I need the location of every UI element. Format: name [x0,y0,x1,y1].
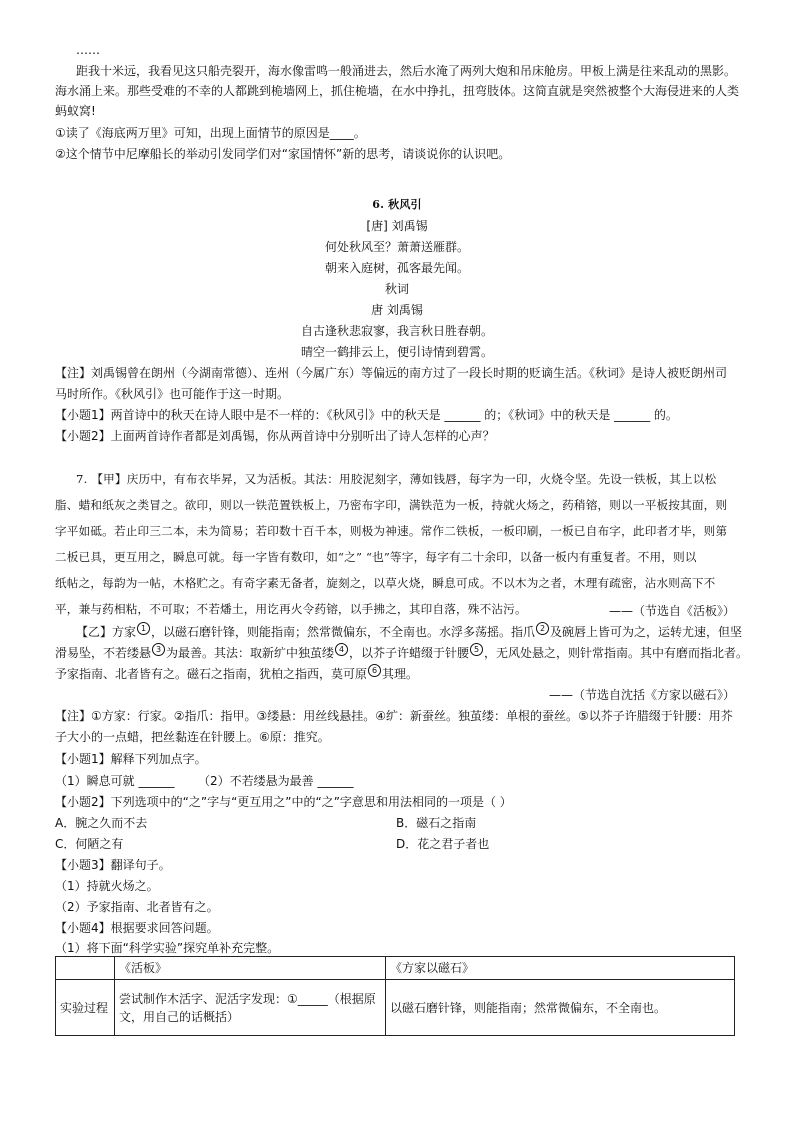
sub-question-1: 【小题1】解释下列加点字。 [55,752,207,766]
ellipsis: …… [76,43,100,57]
sub-question-3-item-1: （1）持就火炀之。 [55,879,159,893]
experiment-table [55,956,735,1036]
table-header-cishi: 《方家以磁石》 [386,957,735,980]
excerpt-line: 距我十米远，我看见这只船壳裂开，海水像雷鸣一般涌进去，然后水淹了两列大炮和吊床舱房。甲板上满是往来乱动的黑影。 [76,64,737,78]
sub-question-4: 【小题4】根据要求回答问题。 [55,921,219,935]
sub-question-1-item-1: （1）瞬息可就 ______ [55,774,175,788]
text-jia-line: 纸帖之，每韵为一帖，木格贮之。有奇字素无备者，旋刻之，以草火烧，瞬息可成。不以木为之者，木理有疏密，沾水则高下不 [55,576,716,590]
poem-line: 晴空一鹤排云上，便引诗情到碧霄。 [300,345,493,359]
sub-question-4-item-1: （1）将下面“科学实验”探究单补充完整。 [55,941,280,955]
table-header-huoban: 《活板》 [115,957,386,980]
poem-title: 6. 秋风引 [372,198,422,211]
sub-question-3: 【小题3】翻译句子。 [55,858,171,872]
excerpt-line: 海水涌上来。那些受难的不幸的人都跳到桅墙网上，抓住桅墙，在水中挣扎，扭弯肢体。这简直就是突然被整个大海侵进来的人类 [55,84,740,98]
question-5-2: ②这个情节中尼摩船长的举动引发同学们对“家国情怀”新的思考，请谈说你的认识吧。 [55,147,511,161]
sub-question-3-item-2: （2）予家指南、北者皆有之。 [55,900,219,914]
poem-line: 自古逢秋悲寂寥，我言秋日胜春朝。 [300,324,493,338]
source-yi: ——（节选自沈括《方家以磁石》） [548,688,735,702]
text-jia-line: 7. 【甲】庆历中，有布衣毕昇，又为活板。其法：用胶泥刻字，薄如钱唇，每字为一印，火烧令坚。先设一铁板，其上以松 [76,472,717,486]
sub-question-1: 【小题1】两首诗中的秋天在诗人眼中是不一样的：《秋风引》中的秋天是 ______ 的；《秋词》中的秋天是 ______ 的。 [55,408,678,422]
text-jia-line: 二板已具，更互用之，瞬息可就。每一字皆有数印，如“之” “也”等字，每字有二十余印，以备一板内有重复者。不用，则以 [55,550,697,564]
poem-author: [唐] 刘禹锡 [366,219,428,233]
poem-author-2: 唐 刘禹锡 [371,303,423,317]
text-yi-line: 滑易坠，不若缕悬 $^3$ 为最善。其法：取新纩中独茧缕 $^4$ ，以芥子许蜡缀于针腰 $^5$ ，无风处悬之，则针常指南。其中有磨而指北者。 [55,645,749,660]
table-header-empty [56,957,115,980]
sub-question-2: 【小题2】上面两首诗作者都是刘禹锡，你从两首诗中分别听出了诗人怎样的心声？ [55,429,495,443]
option-c: C．何陋之有 [55,837,124,851]
source-jia: ——（节选自《活板》） [608,604,735,618]
poem-note: 马时所作。《秋风引》也可能作于这一时期。 [55,387,290,401]
table-row [56,980,735,1036]
poem-line: 朝来入庭树，孤客最先闻。 [324,261,469,275]
text-yi-line: 予家指南、北者皆有之。磁石之指南，犹柏之指西，莫可原 $^6$ 其理。 [55,666,419,681]
text-jia-line: 字平如砥。若止印三二本，未为简易；若印数十百千本，则极为神速。常作二铁板，一板印刷，一板已自布字，此印者才毕，则第 [55,524,728,538]
option-a: A．腕之久而不去 [55,816,148,830]
sub-question-1-item-2: （2）不若缕悬为最善 ______ [198,774,354,788]
table-cell-cishi: 以磁石磨针锋，则能指南；然常微偏东，不全南也。 [386,980,735,1036]
table-cell-label: 实验过程 [56,980,115,1036]
poem-title-2: 秋词 [384,282,409,296]
table-cell-huoban: 尝试制作木活字、泥活字发现：①_____（根据原 文，用自己的话概括） [115,980,386,1036]
text-yi-line: 【乙】方家 $^1$ ，以磁石磨针锋，则能指南；然常微偏东，不全南也。水浮多荡摇。指爪 $^2$ 及碗唇上皆可为之，运转尤速，但坚 [76,624,743,639]
note-line: 子大小的一点蜡，把丝黏连在针腰上。⑥原：推究。 [55,730,330,744]
table-row [56,957,735,980]
question-5-1: ①读了《海底两万里》可知，出现上面情节的原因是____。 [55,126,366,140]
poem-line: 何处秋风至？萧萧送雁群。 [324,240,469,254]
poem-note: 【注】刘禹锡曾在朗州（今湖南常德）、连州（今属广东）等偏远的南方过了一段长时期的贬谪生活。《秋词》是诗人被贬朗州司 [55,366,728,380]
text-jia-line: 平，兼与药相粘，不可取；不若燔土，用讫再火令药镕，以手拂之，其印自落，殊不沾污。 [55,602,527,616]
option-d: D．花之君子者也 [396,837,490,851]
option-b: B．磁石之指南 [396,816,477,830]
sub-question-2: 【小题2】下列选项中的“之”字与“更互用之”中的“之”字意思和用法相同的一项是（ ） [55,795,512,809]
excerpt-line: 蚂蚁窝! [55,104,96,118]
text-jia-line: 脂、蜡和纸灰之类冒之。欲印，则以一铁范置铁板上，乃密布字印，满铁范为一板，持就火炀之，药稍镕，则以一平板按其面，则 [55,498,728,512]
note-line: 【注】①方家：行家。②指爪：指甲。③缕悬：用丝线悬挂。④纩：新蚕丝。独茧缕：单根的蚕丝。⑤以芥子许腊缀于针腰：用芥 [55,709,733,723]
